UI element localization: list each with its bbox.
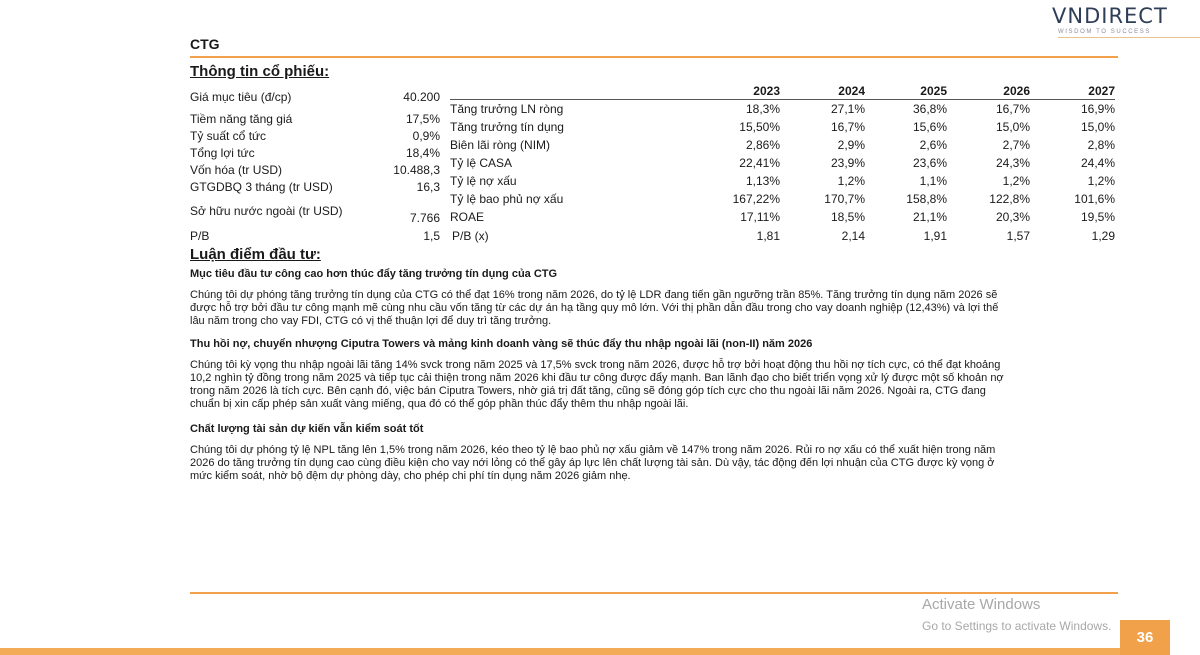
- forecast-cell: 22,41%: [739, 156, 780, 170]
- forecast-cell: 15,0%: [995, 120, 1030, 134]
- paragraph-line: lâu năm trong cho vay FDI, CTG có vị thế thuận lợi để duy trì tăng trưởng.: [190, 315, 552, 327]
- forecast-cell: 27,1%: [830, 102, 865, 116]
- forecast-cell: 19,5%: [1080, 210, 1115, 224]
- forecast-cell: 16,7%: [995, 102, 1030, 116]
- info-value: 40.200: [403, 90, 440, 104]
- forecast-cell: 15,0%: [1080, 120, 1115, 134]
- info-value: 10.488,3: [393, 163, 440, 177]
- section-paragraph: [190, 289, 1150, 328]
- forecast-cell: 1,2%: [1087, 174, 1115, 188]
- paragraph-line: Chúng tôi kỳ vọng thu nhập ngoài lãi tăng 14% svck trong năm 2025 và 17,5% svck trong năm 2026, được hỗ trợ bởi hoạt động thu hồi nợ tích cực, có thể đạt khoảng: [190, 359, 1001, 371]
- section-heading: Thu hồi nợ, chuyển nhượng Ciputra Towers và mảng kinh doanh vàng sẽ thúc đẩy thu nhập ngoài lãi (non-II) năm 2026: [190, 338, 813, 350]
- forecast-cell: 36,8%: [912, 102, 947, 116]
- forecast-cell: 20,3%: [995, 210, 1030, 224]
- section-heading: Mục tiêu đầu tư công cao hơn thúc đẩy tăng trưởng tín dụng của CTG: [190, 268, 558, 280]
- info-value: 17,5%: [405, 112, 440, 126]
- forecast-cell: 16,7%: [830, 120, 865, 134]
- info-value: 1,5: [423, 229, 440, 243]
- forecast-label: Tỷ lệ nợ xấu: [450, 174, 517, 188]
- forecast-row: [450, 138, 1115, 155]
- forecast-label: Tăng trưởng tín dụng: [450, 120, 564, 134]
- forecast-label: Biên lãi ròng (NIM): [450, 138, 551, 152]
- forecast-cell: 1,13%: [745, 174, 780, 188]
- paragraph-line: Chúng tôi dự phóng tỷ lệ NPL tăng lên 1,5% trong năm 2026, kéo theo tỷ lệ bao phủ nợ xấu giảm về 147% trong năm 2026. Rủi ro nợ xấu có thể xuất hiện trong năm: [190, 444, 996, 456]
- info-value: 0,9%: [412, 129, 440, 143]
- forecast-cell: 2,7%: [1002, 138, 1030, 152]
- forecast-cell: 1,2%: [837, 174, 865, 188]
- forecast-cell: 23,6%: [912, 156, 947, 170]
- section-paragraph: [190, 359, 1150, 411]
- bottom-rule: [190, 592, 1118, 594]
- forecast-cell: 167,22%: [732, 192, 780, 206]
- forecast-row: [450, 174, 1115, 191]
- forecast-cell: 15,6%: [912, 120, 947, 134]
- forecast-cell: 24,3%: [995, 156, 1030, 170]
- forecast-cell: 1,1%: [919, 174, 947, 188]
- forecast-cell: 1,91: [923, 229, 947, 243]
- forecast-cell: 2,6%: [919, 138, 947, 152]
- info-row: [190, 129, 440, 145]
- info-label: Tiềm năng tăng giá: [190, 112, 293, 126]
- year-header: 2026: [1003, 84, 1030, 98]
- info-label: Vốn hóa (tr USD): [190, 163, 283, 177]
- forecast-cell: 21,1%: [912, 210, 947, 224]
- info-row: [190, 180, 440, 196]
- top-rule: [190, 56, 1118, 58]
- forecast-cell: 2,8%: [1087, 138, 1115, 152]
- vndirect-logo: VNDIRECT: [1052, 4, 1168, 28]
- section-paragraph: [190, 444, 1150, 483]
- forecast-cell: 158,8%: [906, 192, 947, 206]
- forecast-row: [452, 229, 1117, 246]
- forecast-cell: 2,86%: [745, 138, 780, 152]
- forecast-cell: 122,8%: [989, 192, 1030, 206]
- forecast-label: ROAE: [450, 210, 485, 224]
- year-header: 2023: [753, 84, 780, 98]
- forecast-cell: 16,9%: [1080, 102, 1115, 116]
- forecast-cell: 15,50%: [739, 120, 780, 134]
- forecast-row: [450, 120, 1115, 137]
- info-label: Tổng lợi tức: [190, 146, 255, 160]
- forecast-row: [450, 192, 1115, 209]
- paragraph-line: 2026 do tăng trưởng tín dụng cao cùng điều kiện cho vay nới lỏng có thể gây áp lực lên chất lượng tài sản. Dù vậy, tác động đến lợi nhuận của CTG được kỳ vọng ở: [190, 457, 995, 469]
- forecast-cell: 17,11%: [740, 210, 780, 224]
- paragraph-line: chuẩn bị xin cấp phép sản xuất vàng miếng, qua đó có thể góp phần thúc đẩy thêm thu nhập ngoài lãi.: [190, 398, 689, 410]
- info-row: [190, 146, 440, 162]
- forecast-cell: 1,81: [756, 229, 780, 243]
- info-row: [190, 112, 440, 128]
- info-label: GTGDBQ 3 tháng (tr USD): [190, 180, 333, 194]
- forecast-label: P/B (x): [452, 229, 489, 243]
- forecast-label: Tỷ lệ bao phủ nợ xấu: [450, 192, 564, 206]
- stock-info-title: Thông tin cổ phiếu:: [190, 63, 330, 80]
- info-row: [190, 90, 440, 106]
- paragraph-line: mức kiểm soát, nhờ bộ đệm dự phòng dày, cho phép chi phí tín dụng năm 2026 giảm nhẹ.: [190, 470, 631, 482]
- activate-windows-title: Activate Windows: [922, 596, 1041, 613]
- forecast-label: Tỷ lệ CASA: [450, 156, 513, 170]
- activate-windows-subtitle: Go to Settings to activate Windows.: [922, 619, 1112, 633]
- info-label: P/B: [190, 229, 210, 243]
- ticker-title: CTG: [190, 36, 220, 52]
- paragraph-line: được hỗ trợ bởi đầu tư công mạnh mẽ cùng nhu cầu vốn tăng từ các dự án hạ tầng quy mô lớn. Với thị phần dẫn đầu trong cho vay doanh nghiệp (12,43%) và lợi thế: [190, 302, 999, 314]
- info-value: 16,3: [416, 180, 440, 194]
- info-row: [190, 163, 440, 179]
- info-value: 18,4%: [405, 146, 440, 160]
- info-row: [190, 211, 440, 227]
- info-value: 7.766: [409, 211, 440, 225]
- forecast-cell: 24,4%: [1080, 156, 1115, 170]
- info-label: Sở hữu nước ngoài (tr USD): [190, 204, 343, 218]
- forecast-row: [450, 102, 1115, 119]
- forecast-cell: 1,2%: [1002, 174, 1030, 188]
- forecast-cell: 1,29: [1091, 229, 1115, 243]
- year-header: 2025: [920, 84, 947, 98]
- forecast-cell: 18,3%: [745, 102, 780, 116]
- section-heading: Chất lượng tài sản dự kiến vẫn kiểm soát tốt: [190, 423, 424, 435]
- forecast-cell: 18,5%: [830, 210, 865, 224]
- forecast-label: Tăng trưởng LN ròng: [450, 102, 564, 116]
- year-header: 2024: [838, 84, 865, 98]
- forecast-cell: 101,6%: [1074, 192, 1115, 206]
- page-number: 36: [1120, 620, 1170, 655]
- forecast-cell: 170,7%: [824, 192, 865, 206]
- logo-tagline: WISDOM TO SUCCESS: [1058, 29, 1151, 35]
- forecast-row: [450, 210, 1115, 227]
- forecast-row: [450, 156, 1115, 173]
- forecast-cell: 2,9%: [837, 138, 865, 152]
- paragraph-line: 10,2 nghìn tỷ đồng trong năm 2025 và tiếp tục cải thiện trong năm 2026 khi đầu tư công được đẩy mạnh. Ban lãnh đạo cho biết triển vọng xử lý được một số khoản nợ: [190, 372, 1004, 384]
- paragraph-line: Chúng tôi dự phóng tăng trưởng tín dụng của CTG có thể đạt 16% trong năm 2026, do tỷ lệ LDR đang tiến gần ngưỡng trần 85%. Tăng trưởng tín dụng năm 2026 sẽ: [190, 289, 998, 301]
- paragraph-line: trong năm 2026 là tích cực. Bên cạnh đó, việc bán Ciputra Towers, nhờ giá trị đất tăng, cũng sẽ đóng góp tích cực cho thu ngoài lãi năm 2026. Ngoài ra, CTG đang: [190, 385, 986, 397]
- header-line: [1058, 37, 1200, 38]
- info-label: Giá mục tiêu (đ/cp): [190, 90, 292, 104]
- forecast-header-rule: [450, 99, 1115, 100]
- forecast-cell: 23,9%: [830, 156, 865, 170]
- forecast-cell: 1,57: [1006, 229, 1030, 243]
- thesis-title: Luận điểm đầu tư:: [190, 246, 321, 263]
- info-row: [190, 229, 440, 245]
- year-header: 2027: [1088, 84, 1115, 98]
- bottom-bar: [0, 648, 1120, 655]
- forecast-cell: 2,14: [841, 229, 865, 243]
- info-label: Tỷ suất cổ tức: [190, 129, 267, 143]
